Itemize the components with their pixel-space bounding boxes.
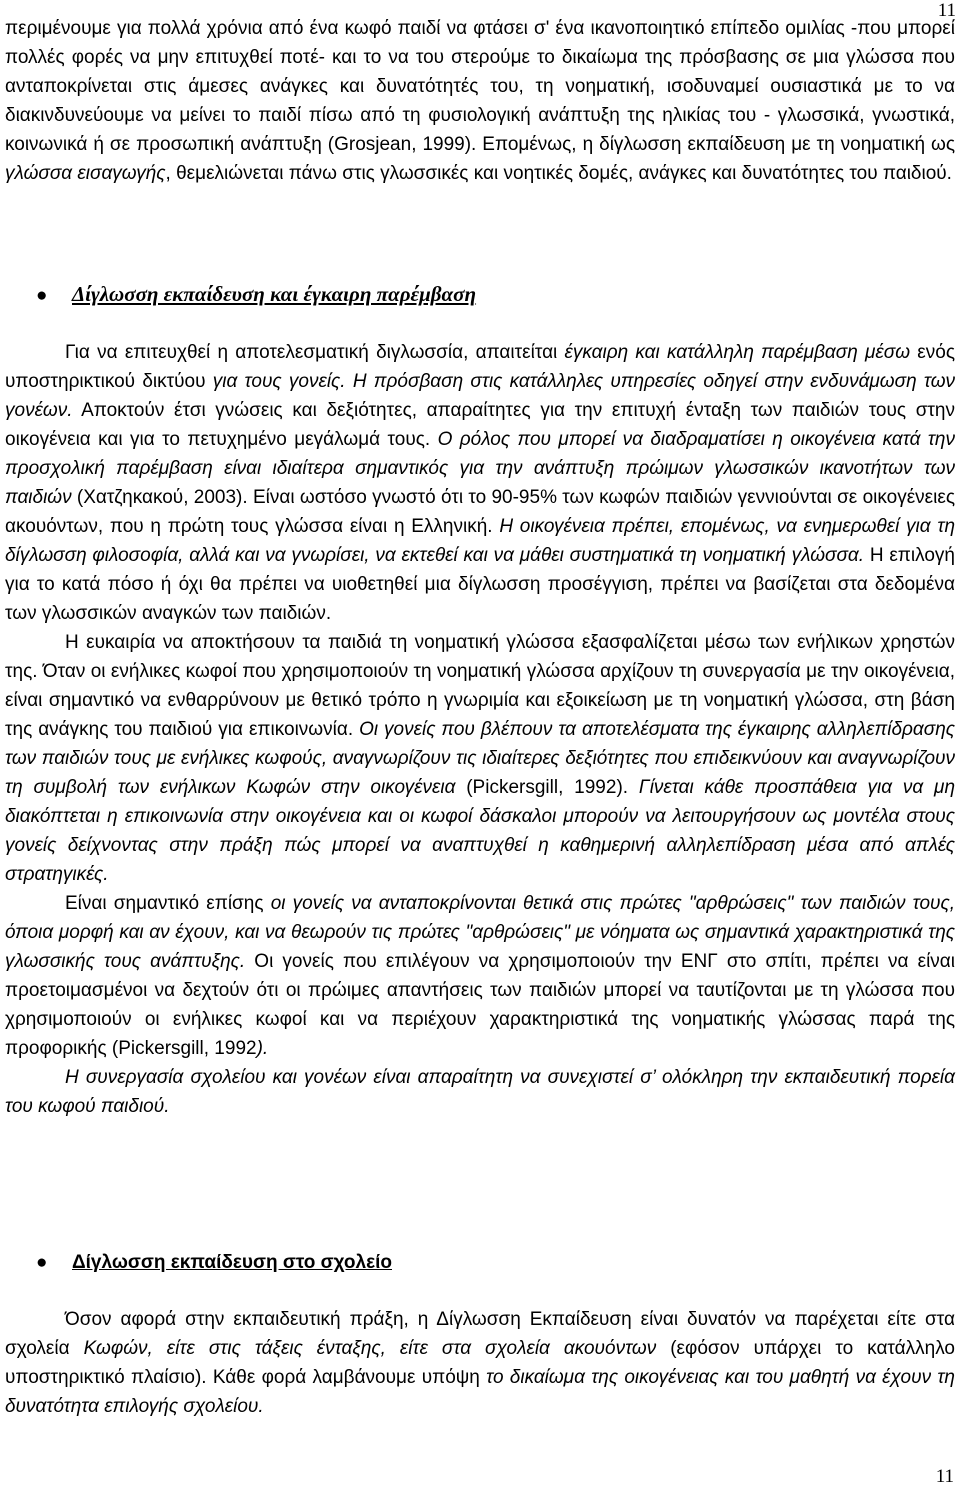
emphasis: Η πρόσβαση στις κατάλληλες υπηρεσίες οδηγεί στην ενδυνάμωση των γονέων. bbox=[5, 371, 956, 421]
emphasis: γλώσσα εισαγωγής bbox=[5, 163, 166, 184]
text: (Χατζηκακού, 2003). Είναι ωστόσο γνωστό ότι το 90-95% των κωφών παιδιών γεννιούνται σε οικογένειες ακουόντων, που η πρώτη τους γλώσσα είναι η Ελληνική. bbox=[5, 487, 955, 537]
paragraph bbox=[5, 338, 955, 628]
emphasis: ). bbox=[256, 1038, 269, 1059]
text: , θεμελιώνεται πάνω στις γλωσσικές και νοητικές δομές, ανάγκες και δυνατότητες του παιδιού. bbox=[165, 163, 952, 184]
emphasis: για τους γονείς. bbox=[212, 371, 346, 392]
text: (Pickersgill, 1992). bbox=[455, 777, 639, 798]
emphasis: Οι γονείς που βλέπουν τα αποτελέσματα της έγκαιρης αλληλεπίδρασης των παιδιών τους με ενήλικες κωφούς, αναγνωρίζουν τις ιδιαίτερες δεξιότητες που επιδεικνύουν και αναγνωρίζουν τη συμβολή των ενήλικων Κωφών στην οικογένεια bbox=[5, 719, 955, 798]
emphasis: οι γονείς να ανταποκρίνονται θετικά στις πρώτες "αρθρώσεις" των παιδιών τους, όποια μορφή και αν έχουν, και να θεωρούν τις πρώτες "αρθρώσεις" με νόηματα ως σημαντικά χαρακτηριστικά της γλωσσικής τους ανάπτυξης. bbox=[5, 893, 955, 972]
page-number-top: 11 bbox=[937, 0, 956, 21]
text: Για να επιτευχθεί η αποτελεσματική διγλωσσία, απαιτείται bbox=[65, 342, 565, 363]
text: (εφόσον υπάρχει το κατάλληλο υποστηρικτικό πλαίσιο). Κάθε φορά λαμβάνουμε υπόψη bbox=[5, 1338, 955, 1388]
emphasis: Κωφών, είτε στις τάξεις ένταξης, είτε στα σχολεία ακουόντων bbox=[83, 1338, 657, 1359]
paragraph bbox=[5, 1063, 955, 1121]
emphasis: Η οικογένεια πρέπει, επομένως, να ενημερωθεί για τη δίγλωσση φιλοσοφία, αλλά και να γνωρίσει, να εκτεθεί και να μάθει συστηματικά τη νοηματική γλώσσα. bbox=[5, 516, 955, 566]
heading-text: Δίγλωσση εκπαίδευση και έγκαιρη παρέμβαση bbox=[72, 282, 477, 306]
text: Είναι σημαντικό επίσης bbox=[65, 893, 271, 914]
section-heading-early-intervention bbox=[36, 282, 476, 307]
page-number-bottom: 11 bbox=[935, 1466, 954, 1487]
text bbox=[346, 371, 353, 392]
text: Αποκτούν έτσι γνώσεις και δεξιότητες, απαραίτητες για την επιτυχή ένταξη των παιδιών τους στην οικογένεια και για το πετυχημένο μεγάλωμά τους. bbox=[5, 400, 955, 450]
text: Οι γονείς που επιλέγουν να χρησιμοποιούν την ΕΝΓ στο σπίτι, πρέπει να είναι προετοιμασμένοι να δεχτούν ότι οι πρώιμες απαντήσεις των παιδιών μπορεί να ταυτίζονται με τη γλώσσα που χρησιμοποιούν οι ενήλικες κωφοί και να περιέχουν χαρακτηριστικά της νοηματικής γλώσσας παρά της προφορικής (Pickersgill, 1992 bbox=[5, 951, 955, 1059]
text: Η ευκαιρία να αποκτήσουν τα παιδιά τη νοηματική γλώσσα εξασφαλίζεται μέσω των ενήλικων χρηστών της. Όταν οι ενήλικες κωφοί που χρησιμοποιούν τη νοηματική γλώσσα αρχίζουν τη συνεργασία με την οικογένεια, είναι σημαντικό να ενθαρρύνουν με θετικό τρόπο η γνωριμία και εξοικείωση με τη νοηματική γλώσσα, στη βάση της ανάγκης του παιδιού για επικοινωνία. bbox=[5, 632, 955, 740]
heading-text: Δίγλωσση εκπαίδευση στο σχολείο bbox=[72, 1252, 392, 1273]
intro-paragraph bbox=[5, 14, 955, 188]
text: Η επιλογή για το κατά πόσο ή όχι θα πρέπει να υιοθετηθεί μια δίγλωσση προσέγγιση, πρέπει να βασίζεται στα δεδομένα των γλωσσικών αναγκών των παιδιών. bbox=[5, 545, 955, 624]
text: ενός υποστηρικτικού δικτύου bbox=[5, 342, 955, 392]
text: περιμένουμε για πολλά χρόνια από ένα κωφό παιδί να φτάσει σ' ένα ικανοποιητικό επίπεδο ομιλίας -που μπορεί πολλές φορές να μην επιτυχθεί ποτέ- και το να του στερούμε το δικαίωμα της πρόσβασης σε μια γλώσσα που ανταποκρίνεται στις άμεσες ανάγκες και δυνατότητές του, τη νοηματική, ισοδυναμεί ουσιαστικά με το να διακινδυνεύουμε να μείνει το παιδί πίσω από τη φυσιολογική ανάπτυξη της ηλικίας του - γλωσσικά, γνωστικά, κοινωνικά ή σε προσωπική ανάπτυξη (Grosjean, 1999). Επομένως, η δίγλωσση εκπαίδευση με τη νοηματική ως bbox=[5, 18, 955, 155]
bullet-icon: ● bbox=[36, 285, 48, 306]
emphasis: το δικαίωμα της οικογένειας και του μαθητή να έχουν τη δυνατότητα επιλογής σχολείου. bbox=[5, 1367, 955, 1417]
emphasis: Γίνεται κάθε προσπάθεια για να μη διακόπτεται η επικοινωνία στην οικογένεια και οι κωφοί δάσκαλοι μπορούν να λειτουργήσουν ως μοντέλα στους γονείς δείχνοντας στην πράξη πώς μπορεί να αναπτυχθεί η καθημερινή αλληλεπίδραση μέσα από απλές στρατηγικές. bbox=[5, 777, 955, 885]
paragraph bbox=[5, 1305, 955, 1421]
emphasis: Ο ρόλος που μπορεί να διαδραματίσει η οικογένεια κατά την προσχολική παρέμβαση είναι ιδιαίτερα σημαντικός για την ανάπτυξη πρώιμων γλωσσικών ικανοτήτων των παιδιών bbox=[5, 429, 955, 508]
section-heading-school bbox=[36, 1252, 392, 1274]
emphasis: έγκαιρη και κατάλληλη παρέμβαση μέσω bbox=[564, 342, 911, 363]
bullet-icon: ● bbox=[36, 1252, 48, 1273]
text: Όσον αφορά στην εκπαιδευτική πράξη, η Δίγλωσση Εκπαίδευση είναι δυνατόν να παρέχεται είτε στα σχολεία bbox=[5, 1309, 955, 1359]
paragraph bbox=[5, 889, 955, 1063]
emphasis: Η συνεργασία σχολείου και γονέων είναι απαραίτητη να συνεχιστεί σ’ ολόκληρη την εκπαιδευτική πορεία του κωφού παιδιού. bbox=[5, 1067, 955, 1117]
school-section bbox=[5, 1305, 955, 1421]
early-intervention-section bbox=[5, 338, 955, 1121]
paragraph bbox=[5, 628, 955, 889]
